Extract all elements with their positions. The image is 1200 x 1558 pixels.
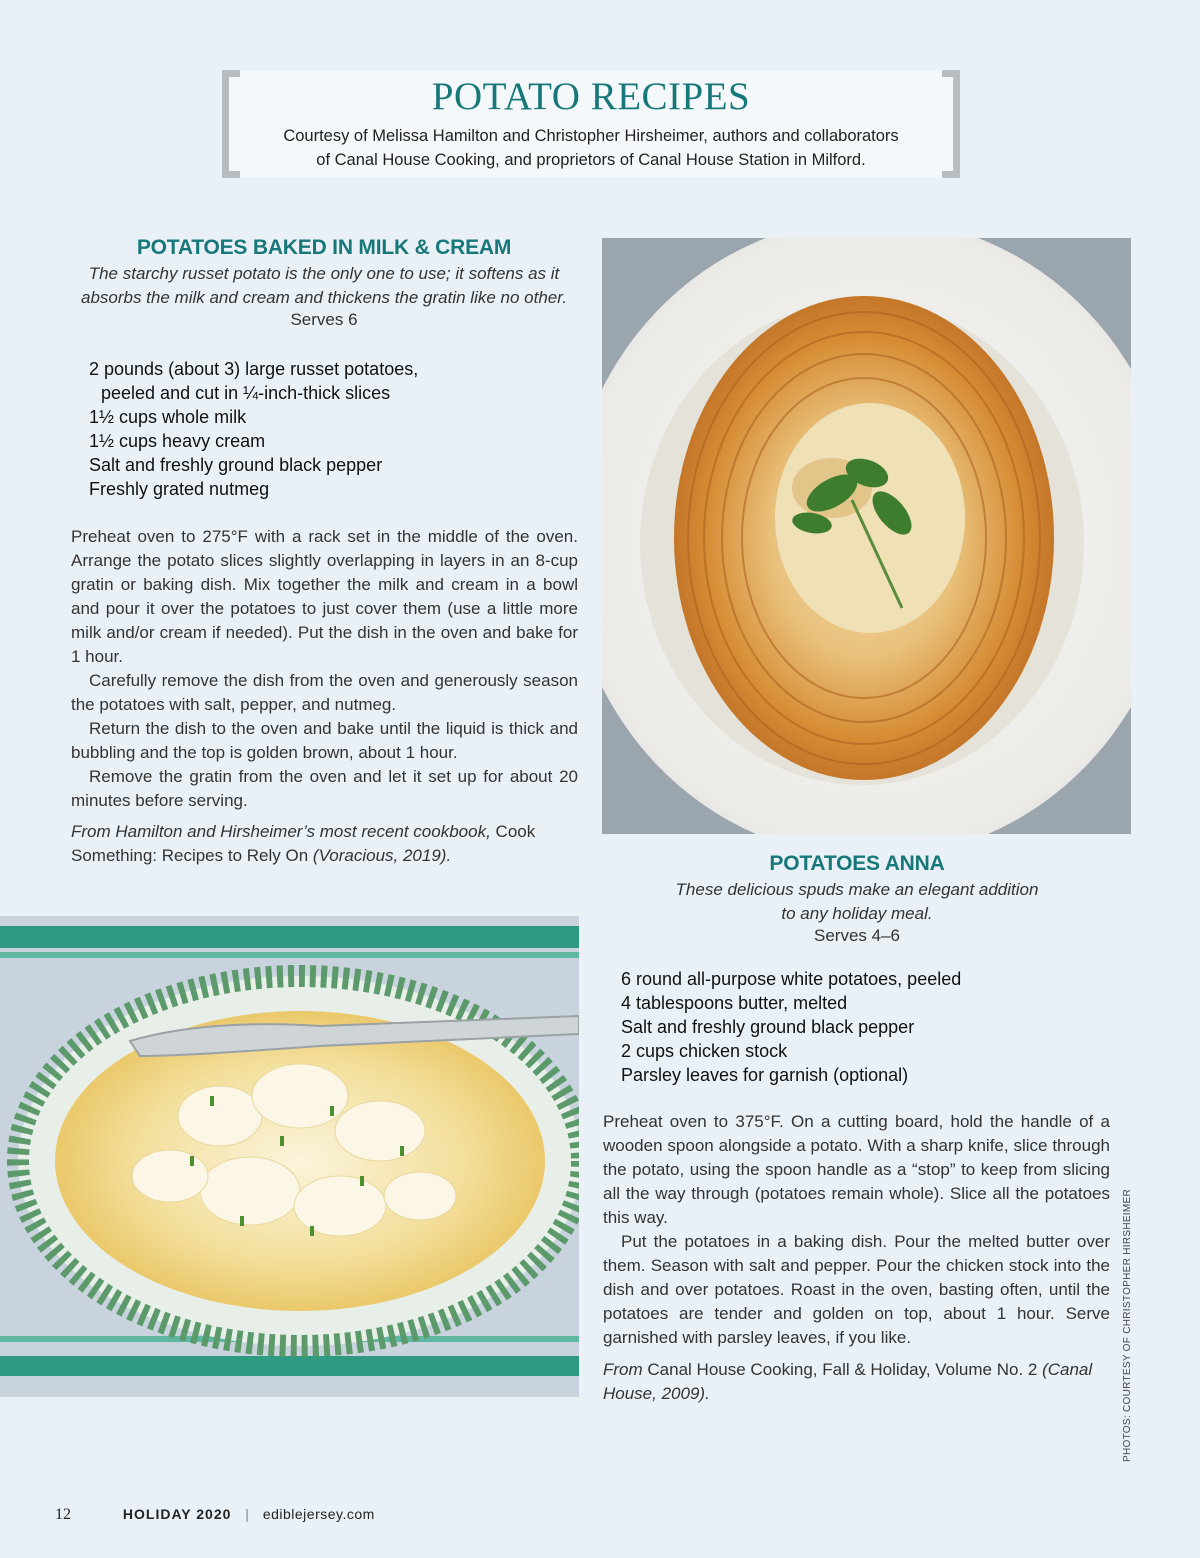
website-link[interactable]: ediblejersey.com [262, 1506, 375, 1522]
gratin-image [0, 916, 579, 1397]
recipe1-method [71, 525, 578, 813]
source-title: Cook Something: Recipes to Rely On [71, 822, 536, 865]
recipe2-intro-line-2: to any holiday meal. [781, 904, 933, 923]
page-number: 12 [55, 1506, 71, 1523]
ingredient: 1½ cups heavy cream [89, 431, 266, 451]
header-credit [252, 124, 930, 172]
source-suffix: (Canal House, 2009). [603, 1360, 1093, 1403]
ingredient: Freshly grated nutmeg [89, 479, 270, 499]
gratin-photo [0, 916, 579, 1397]
ingredient: 4 tablespoons butter, melted [621, 993, 848, 1013]
recipe2-serves: Serves 4–6 [814, 926, 900, 945]
method-paragraph: Put the potatoes in a baking dish. Pour the melted butter over them. Season with salt and pepper. Pour the chicken stock into the dish and over potatoes. Roast in the oven, basting often, until the potatoes are tender and golden on top, about 1 hour. Serve garnished with parsley leaves, if you like. [603, 1232, 1110, 1347]
ingredient: 2 cups chicken stock [621, 1041, 788, 1061]
method-paragraph: Remove the gratin from the oven and let it set up for about 20 minutes before serving. [71, 767, 578, 810]
source-suffix: (Voracious, 2019). [312, 846, 452, 865]
potatoes-anna-image [602, 238, 1131, 834]
ingredient: 1½ cups whole milk [89, 407, 247, 427]
recipe1-intro-line-1: The starchy russet potato is the only one to use; it softens as it [88, 264, 560, 283]
method-paragraph: Carefully remove the dish from the oven and generously season the potatoes with salt, pepper, and nutmeg. [71, 671, 578, 714]
page-title: POTATO RECIPES [431, 75, 751, 118]
recipe2-intro-line-1: These delicious spuds make an elegant addition [675, 880, 1039, 899]
method-paragraph: Preheat oven to 275°F with a rack set in the middle of the oven. Arrange the potato slices slightly overlapping in layers in an 8-cup gratin or baking dish. Mix together the milk and cream in a bowl and pour it over the potatoes to just cover them (use a little more milk and/or cream if needed). Put the dish in the oven and bake for 1 hour. [71, 527, 578, 666]
ingredient: 6 round all-purpose white potatoes, peeled [621, 969, 962, 989]
footer [55, 1506, 375, 1524]
recipe1-serves: Serves 6 [290, 310, 358, 329]
credit-line-2: of Canal House Cooking, and proprietors of Canal House Station in Milford. [316, 151, 866, 169]
recipe1-ingredients [89, 357, 569, 501]
recipe1-source [71, 820, 578, 868]
potatoes-anna-photo [602, 238, 1131, 834]
recipe2-ingredients [621, 967, 1101, 1087]
recipe2-intro [602, 878, 1112, 926]
ingredient: Parsley leaves for garnish (optional) [621, 1065, 909, 1085]
issue-label: HOLIDAY 2020 [122, 1506, 232, 1522]
ingredient: 2 pounds (about 3) large russet potatoes, [89, 359, 419, 379]
source-prefix: From Hamilton and Hirsheimer’s most recent cookbook, [71, 822, 491, 841]
recipe2-source [603, 1358, 1110, 1406]
ingredient: Salt and freshly ground black pepper [89, 455, 383, 475]
source-title: Canal House Cooking, Fall & Holiday, Volume No. 2 [647, 1360, 1038, 1379]
method-paragraph: Preheat oven to 375°F. On a cutting board, hold the handle of a wooden spoon alongside a potato. With a sharp knife, slice through the potato, using the spoon handle as a “stop” to keep from slicing all the way through (potatoes remain whole). Slice all the potatoes this way. [603, 1112, 1110, 1227]
recipe1-intro [62, 262, 586, 310]
recipe2-title: POTATOES ANNA [769, 852, 945, 875]
header-box [222, 70, 960, 178]
credit-line-1: Courtesy of Melissa Hamilton and Christopher Hirsheimer, authors and collaborators [283, 127, 899, 145]
source-prefix: From [603, 1360, 643, 1379]
method-paragraph: Return the dish to the oven and bake until the liquid is thick and bubbling and the top is golden brown, about 1 hour. [71, 719, 578, 762]
recipe2-method [603, 1110, 1110, 1350]
ingredient: Salt and freshly ground black pepper [621, 1017, 915, 1037]
recipe1-intro-line-2: absorbs the milk and cream and thickens the gratin like no other. [80, 288, 568, 307]
photo-credit: PHOTOS: COURTESY OF CHRISTOPHER HIRSHEIMER [1122, 1188, 1133, 1462]
recipe1-title: POTATOES BAKED IN MILK & CREAM [136, 236, 512, 259]
footer-separator: | [245, 1506, 249, 1522]
ingredient: peeled and cut in ¼-inch-thick slices [101, 383, 391, 403]
